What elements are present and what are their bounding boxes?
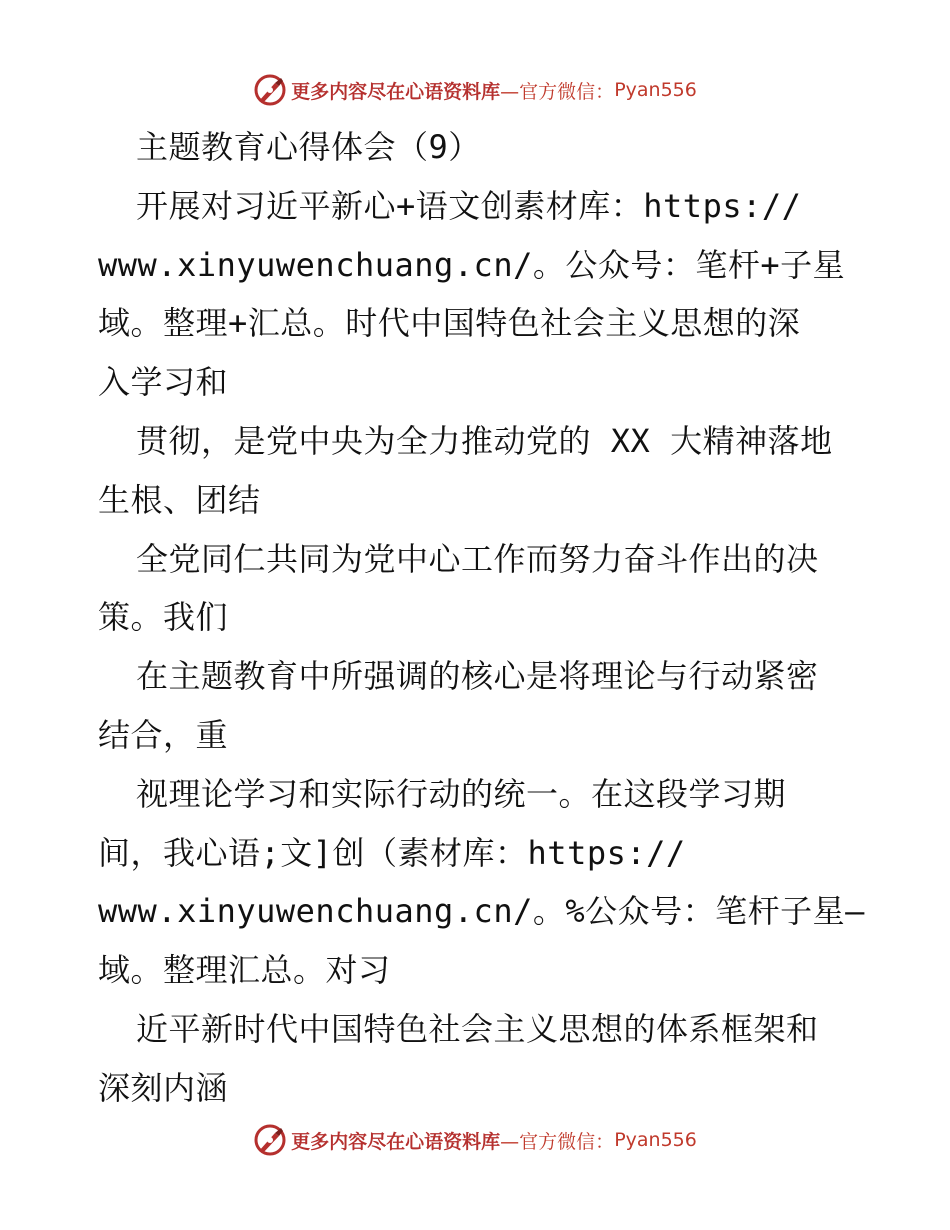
doc-line: 结合，重 — [98, 715, 229, 754]
doc-line: 策。我们 — [98, 598, 229, 637]
banner-account-text: Pyan556 — [614, 79, 697, 101]
banner-account-text: Pyan556 — [614, 1129, 697, 1151]
doc-line: 贯彻，是党中央为全力推动党的 XX 大精神落地 — [136, 421, 833, 460]
doc-line: 开展对习近平新心+语文创素材库：https:// — [136, 186, 802, 225]
pen-logo-icon — [253, 73, 287, 107]
doc-line: 全党同仁共同为党中心工作而努力奋斗作出的决 — [136, 539, 819, 578]
header-watermark-banner — [0, 70, 950, 110]
banner-main-text: 更多内容尽在心语资料库 — [291, 80, 501, 103]
banner-separator-text: —官方微信： — [500, 80, 615, 103]
doc-line: 间，我心语;文]创（素材库：https:// — [98, 833, 686, 872]
doc-line: 域。整理+汇总。时代中国特色社会主义思想的深 — [98, 304, 801, 343]
doc-line: 视理论学习和实际行动的统一。在这段学习期 — [136, 774, 787, 813]
doc-line: 域。整理汇总。对习 — [98, 951, 391, 990]
banner-separator-text: —官方微信： — [500, 1130, 615, 1153]
doc-line: 入学习和 — [98, 363, 229, 402]
footer-watermark-banner — [0, 1120, 950, 1160]
doc-line: 在主题教育中所强调的核心是将理论与行动紧密 — [136, 657, 819, 696]
banner-main-text: 更多内容尽在心语资料库 — [291, 1130, 501, 1153]
pen-logo-icon — [253, 1123, 287, 1157]
doc-line: www.xinyuwenchuang.cn/。公众号：笔杆+子星 — [98, 245, 846, 284]
document-body — [98, 118, 865, 1118]
doc-line: 生根、团结 — [98, 480, 261, 519]
doc-line: 主题教育心得体会（9） — [136, 128, 481, 166]
doc-line: www.xinyuwenchuang.cn/。%公众号：笔杆子星— — [98, 892, 865, 931]
doc-line: 深刻内涵 — [98, 1068, 229, 1107]
doc-line: 近平新时代中国特色社会主义思想的体系框架和 — [136, 1009, 819, 1048]
